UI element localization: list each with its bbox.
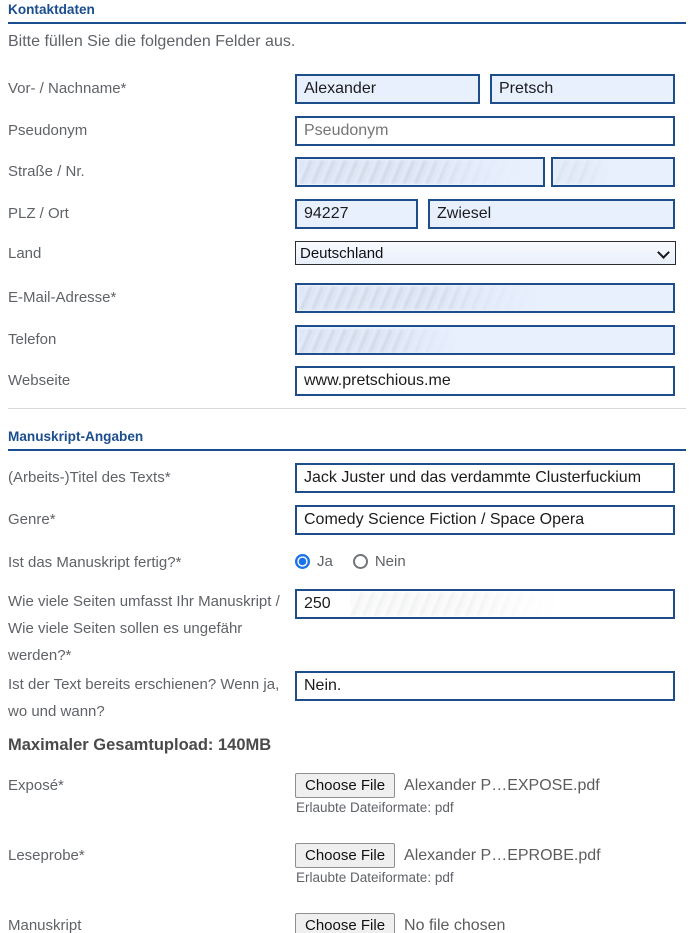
leseprobe-format-hint: Erlaubte Dateiformate: pdf	[296, 870, 454, 885]
leseprobe-choose-file-button[interactable]: Choose File	[295, 843, 395, 868]
last-name-input[interactable]	[490, 74, 675, 104]
redacted-phone-value	[299, 329, 461, 353]
section-title-manuskript-angaben: Manuskript-Angaben	[8, 429, 686, 451]
radio-nein-icon[interactable]	[353, 554, 368, 569]
label-name: Vor- / Nachname*	[8, 80, 127, 97]
radio-ja-label[interactable]: Ja	[317, 553, 333, 570]
label-erschienen: Ist der Text bereits erschienen? Wenn ja, wo und wann?	[8, 676, 280, 720]
redacted-street-value	[299, 160, 519, 184]
pseudonym-input[interactable]	[295, 116, 675, 146]
section-divider	[8, 408, 686, 409]
leseprobe-file-row	[295, 843, 601, 868]
website-input[interactable]	[295, 366, 675, 396]
fertig-radio-group	[295, 553, 406, 570]
label-strasse: Straße / Nr.	[8, 163, 85, 180]
form-intro-text: Bitte füllen Sie die folgenden Felder aus.	[8, 33, 296, 50]
label-fertig: Ist das Manuskript fertig?*	[8, 554, 182, 571]
redacted-page-count-value	[350, 592, 562, 616]
label-pseudonym: Pseudonym	[8, 122, 88, 139]
manuskript-file-row	[295, 913, 505, 933]
genre-input[interactable]	[295, 505, 675, 535]
label-email: E-Mail-Adresse*	[8, 289, 117, 306]
redacted-email-value	[299, 286, 539, 310]
section-title-kontaktdaten: Kontaktdaten	[8, 2, 686, 24]
radio-ja-icon[interactable]	[295, 554, 310, 569]
ort-input[interactable]	[428, 199, 675, 229]
manuskript-filename: No file chosen	[404, 916, 506, 933]
redacted-street-number-value	[554, 160, 612, 184]
label-titel: (Arbeits-)Titel des Texts*	[8, 469, 171, 486]
label-genre: Genre*	[8, 511, 56, 528]
published-input[interactable]	[295, 671, 675, 701]
plz-input[interactable]	[295, 199, 418, 229]
label-leseprobe: Leseprobe*	[8, 847, 85, 864]
label-telefon: Telefon	[8, 331, 57, 348]
expose-file-row	[295, 773, 600, 798]
label-webseite: Webseite	[8, 372, 71, 389]
label-land: Land	[8, 245, 42, 262]
label-seiten: Wie viele Seiten umfasst Ihr Manuskript / Wie viele Seiten sollen es ungefähr werden?*	[8, 593, 280, 664]
leseprobe-filename: Alexander P…EPROBE.pdf	[404, 846, 601, 864]
upload-limit-note: Maximaler Gesamtupload: 140MB	[8, 736, 272, 754]
expose-format-hint: Erlaubte Dateiformate: pdf	[296, 800, 454, 815]
expose-filename: Alexander P…EXPOSE.pdf	[404, 776, 600, 794]
label-manuskript-upload: Manuskript	[8, 917, 82, 933]
country-select[interactable]	[295, 241, 676, 265]
title-input[interactable]	[295, 463, 675, 493]
manuskript-choose-file-button[interactable]: Choose File	[295, 913, 395, 933]
expose-choose-file-button[interactable]: Choose File	[295, 773, 395, 798]
label-expose: Exposé*	[8, 777, 64, 794]
radio-nein-label[interactable]: Nein	[374, 553, 406, 570]
first-name-input[interactable]	[295, 74, 480, 104]
label-plz-ort: PLZ / Ort	[8, 205, 69, 222]
